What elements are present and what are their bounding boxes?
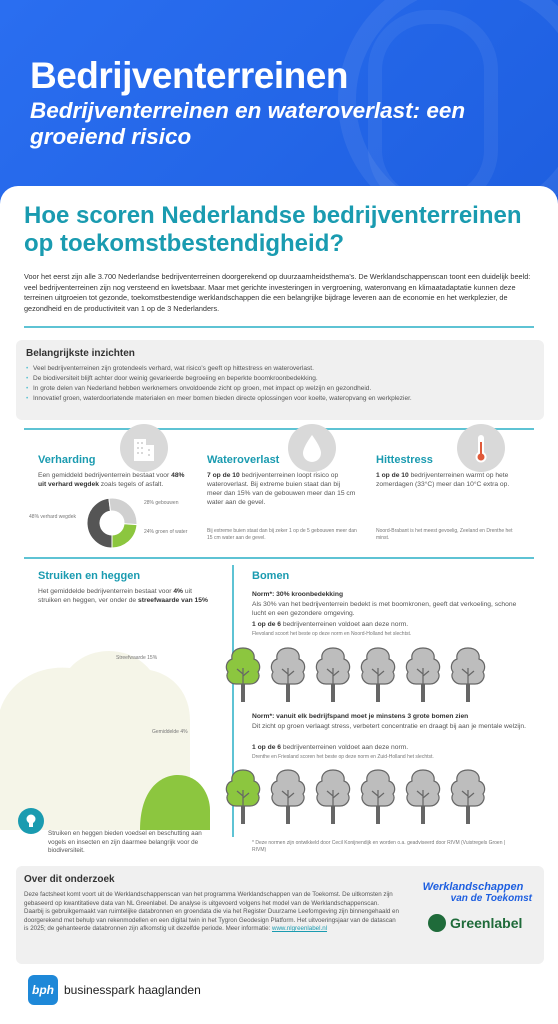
struiken-title: Struiken en heggen: [38, 570, 141, 582]
list-item: • De biodiversiteit blijft achter door weinig gevarieerde begroeiing en beperkte boomkroonbedekking.: [26, 374, 412, 384]
intro-text: Voor het eerst zijn alle 3.700 Nederlandse bedrijventerreinen doorgerekend op duurzaamheidsthema's. De Werklandschappenscan toont een duidelijk beeld: veel bedrijventerreinen zijn nog versteend en kwetsbaar. Maar met gerichte investeringen in vergroening, waterопvang en klimaatadaptatie kunnen deze terreinen uitgroeien tot gezonde, toekomstbestendige werklandschappen die een belangrijke bijdrage leveren aan de economie en het werkplezier, de gezondheid en de productiviteit van 1 op de 3 Nederlanders.: [24, 272, 531, 313]
tree-icon-gray: [267, 766, 309, 831]
greenlabel-mark-icon: [428, 914, 446, 932]
list-item: • Innovatief groen, waterdoorlatende materialen en meer bomen bieden directe oplossingen voor koelte, waterоpvang en werkplezier.: [26, 394, 412, 404]
werklandschappen-logo: Werklandschappen van de Toekomst: [422, 881, 532, 904]
about-text: Deze factsheet komt voort uit de Werklandschappenscan van het programma Werklandschappen van de Toekomst. De uitkomsten zijn gebaseerd op kwantitatieve data van NL Greenlabel. De analyse is uitgevoerd volgens het model van de Werklandschappenscan. Daarbij is gebruikgemaakt van ruimtelijke databronnen en groendata die via het Register Duurzame Leefomgeving zijn binnengehaald en doorgerekend met behulp van rekenmodellen en een digital twin in het Tygron Geodesign Platform. Het uitvoeringsjaar van de datascan is 2025; de gehanteerde databronnen zijn afkomstig uit dezelfde periode. Meer informatie: www.nlgreenlabel.nl: [24, 891, 399, 933]
label-road: 48% verhard wegdek: [29, 514, 76, 520]
hittestress-title: Hittestress: [376, 454, 433, 466]
thermometer-icon: [457, 424, 505, 472]
norm2-score: 1 op de 6 bedrijventerreinen voldoet aan deze norm.: [252, 744, 409, 751]
donut-slice-buildings: [109, 498, 137, 525]
struiken-note: Struiken en heggen bieden voedsel en beschutting aan vogels en insecten en zijn daarmee belangrijk voor de biodiversiteit.: [48, 830, 202, 854]
tree-icon-gray: [312, 644, 354, 709]
wateroverlast-title: Wateroverlast: [207, 454, 280, 466]
hero-banner: [0, 0, 558, 205]
tree-icon-gray: [402, 644, 444, 709]
list-item: • Veel bedrijventerreinen zijn grotendeels verhard, wat risico's geeft op hittestress en wateroverlast.: [26, 364, 412, 374]
list-item: • In grote delen van Nederland hebben werknemers onvoldoende zicht op groen, met impact op welzijn en gezondheid.: [26, 384, 412, 394]
hero-title: Bedrijventerreinen: [30, 55, 348, 96]
businesspark-logo-text: businesspark haaglanden: [64, 983, 201, 997]
lightbulb-icon: [18, 808, 44, 834]
bomen-title: Bomen: [252, 570, 290, 582]
wateroverlast-text: 7 op de 10 bedrijventerreinen loopt risico op wateroverlast. Bij extreme buien staat dan bij meer dan 15% van de gebouwen meer dan 15 cm water aan de gevel.: [207, 472, 356, 506]
norm1-title: Norm*: 30% kroonbedekking: [252, 591, 344, 598]
verharding-title: Verharding: [38, 454, 96, 466]
businesspark-logo-icon: bph: [28, 975, 58, 1005]
tree-icon-gray: [312, 766, 354, 831]
tree-icon-gray: [357, 766, 399, 831]
insights-title: Belangrijkste inzichten: [26, 348, 135, 359]
hittestress-note: Noord-Brabant is het meest gevoelig, Zeeland en Drenthe het minst.: [376, 528, 513, 541]
norm1-note: Flevoland scoort het beste op deze norm en Noord-Holland het slechtst.: [252, 631, 412, 637]
tree-icon-green: [222, 644, 264, 709]
donut-slice-green: [112, 524, 137, 548]
tree-icon-gray: [447, 644, 489, 709]
verharding-text: Een gemiddeld bedrijventerrein bestaat voor 48% uit verhard wegdek zoals tegels of asfalt.: [38, 472, 185, 488]
label-average: Gemiddelde 4%: [152, 729, 188, 735]
tree-icon-gray: [267, 644, 309, 709]
norm2-title: Norm*: vanuit elk bedrijfspand moet je minstens 3 grote bomen zien: [252, 713, 469, 720]
bomen-footnote: * Deze normen zijn ontwikkeld door Cecil Konijnendijk en worden o.a. geadviseerd door RIVM (Vuistregels Groen | RIVM): [252, 840, 506, 853]
label-buildings: 28% gebouwen: [144, 500, 179, 506]
insights-list: [26, 364, 412, 404]
norm1-trees: [222, 644, 542, 706]
hero-subtitle: Bedrijventerreinen en wateroverlast: een groeiend risico: [30, 98, 466, 149]
more-info-link[interactable]: www.nlgreenlabel.nl: [272, 925, 328, 933]
norm2-text: Dit zicht op groen verlaagt stress, verbetert concentratie en draagt bij aan je mentale welzijn.: [252, 723, 526, 730]
tree-icon-gray: [402, 766, 444, 831]
insights-box: [16, 340, 544, 420]
about-title: Over dit onderzoek: [24, 874, 115, 885]
norm1-score: 1 op de 6 bedrijventerreinen voldoet aan deze norm.: [252, 621, 409, 628]
tree-icon-gray: [447, 766, 489, 831]
norm2-note: Drenthe en Friesland scoren het beste op deze norm en Zuid-Holland het slechtst.: [252, 754, 434, 760]
main-title: Hoe scoren Nederlandse bedrijventerreinen op toekomstbestendigheid?: [24, 202, 522, 257]
struiken-text: Het gemiddelde bedrijventerrein bestaat voor 4% uit struiken en heggen, ver onder de streefwaarde van 15%: [38, 588, 208, 604]
water-drop-icon: [288, 424, 336, 472]
tree-icon-gray: [357, 644, 399, 709]
donut-slice-road: [87, 498, 112, 548]
label-target: Streefwaarde 15%: [116, 655, 158, 661]
verharding-donut-chart: [86, 497, 138, 549]
hittestress-text: 1 op de 10 bedrijventerreinen warmt op hete zomerdagen (33°C) meer dan 10°C extra op.: [376, 472, 510, 488]
greenlabel-logo: Greenlabel: [428, 914, 522, 932]
label-green: 24% groen of water: [144, 529, 188, 535]
norm2-trees: [222, 766, 542, 828]
tree-icon-green: [222, 766, 264, 831]
wateroverlast-note: Bij extreme buien staat dan bij zeker 1 op de 5 gebouwen meer dan 15 cm water aan de gevel.: [207, 528, 357, 541]
norm1-text: Als 30% van het bedrijventerrein bedekt is met boomkronen, geeft dat verkoeling, schone lucht en een gezondere omgeving.: [252, 601, 517, 617]
building-icon: [120, 424, 168, 472]
